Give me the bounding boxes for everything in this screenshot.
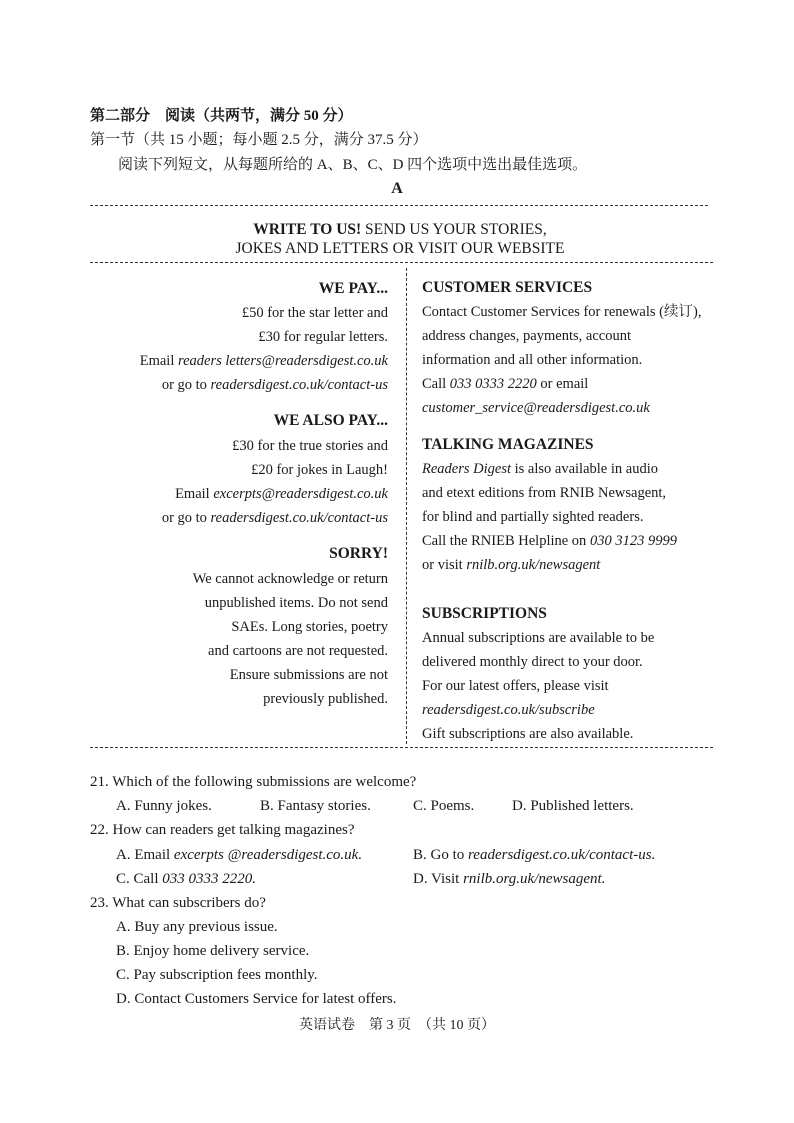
q22-option-b[interactable] bbox=[413, 845, 655, 865]
also-pay-line-1: £30 for the true stories and bbox=[232, 438, 388, 454]
q22-d-label: D. Visit bbox=[413, 871, 464, 887]
q22-a-label: A. Email bbox=[116, 847, 174, 863]
banner-bottom-rule bbox=[90, 262, 713, 263]
q22-b-value: readersdigest.co.uk/contact-us. bbox=[468, 847, 656, 863]
sub-line-1: Annual subscriptions are available to be bbox=[422, 630, 655, 646]
customer-services-heading: CUSTOMER SERVICES bbox=[422, 279, 593, 296]
q21-stem: 21. Which of the following submissions are welcome? bbox=[90, 774, 417, 790]
readers-digest-name: Readers Digest bbox=[422, 461, 511, 477]
sorry-line-5: Ensure submissions are not bbox=[229, 667, 388, 683]
email-label: Email bbox=[175, 486, 214, 502]
q23-option-c[interactable]: C. Pay subscription fees monthly. bbox=[116, 967, 318, 983]
page-footer: 英语试卷 第 3 页 （共 10 页） bbox=[299, 1018, 495, 1033]
banner-top-rule bbox=[90, 205, 708, 206]
column-divider bbox=[406, 268, 407, 744]
cs-line-1: Contact Customer Services for renewals (续订), bbox=[422, 304, 702, 320]
passage-bottom-rule bbox=[90, 747, 713, 748]
tm-visit-line bbox=[422, 555, 600, 575]
subscribe-link[interactable]: readersdigest.co.uk/subscribe bbox=[422, 702, 595, 718]
tm-helpline-line bbox=[422, 531, 677, 551]
q22-option-a[interactable] bbox=[116, 845, 362, 865]
sub-line-4: Gift subscriptions are also available. bbox=[422, 726, 634, 742]
sorry-line-6: previously published. bbox=[263, 691, 388, 707]
q21-option-c[interactable]: C. Poems. bbox=[413, 798, 475, 814]
q21-option-b[interactable]: B. Fantasy stories. bbox=[260, 798, 371, 814]
we-pay-url-line bbox=[162, 375, 388, 395]
banner-send-stories: SEND US YOUR STORIES, bbox=[361, 221, 547, 238]
q22-a-value: excerpts @readersdigest.co.uk. bbox=[173, 847, 363, 863]
q22-option-c[interactable] bbox=[116, 869, 256, 889]
banner-line-2: JOKES AND LETTERS OR VISIT OUR WEBSITE bbox=[235, 240, 565, 257]
instructions: 阅读下列短文，从每题所给的 A、B、C、D 四个选项中选出最佳选项。 bbox=[118, 157, 588, 173]
passage-letter: A bbox=[391, 180, 403, 197]
excerpts-email-link[interactable]: excerpts@readersdigest.co.uk bbox=[213, 486, 388, 502]
we-pay-line-1: £50 for the star letter and bbox=[241, 305, 388, 321]
q22-b-label: B. Go to bbox=[413, 847, 469, 863]
sub-line-3: For our latest offers, please visit bbox=[422, 678, 609, 694]
call-label: Call bbox=[422, 376, 450, 392]
q23-option-a[interactable]: A. Buy any previous issue. bbox=[116, 919, 278, 935]
letters-email-link[interactable]: readers letters@readersdigest.co.uk bbox=[178, 353, 388, 369]
q23-option-d[interactable]: D. Contact Customers Service for latest offers. bbox=[116, 991, 397, 1007]
tm-line-1-rest: is also available in audio bbox=[511, 461, 658, 477]
also-pay-line-2: £20 for jokes in Laugh! bbox=[251, 462, 388, 478]
talking-magazines-heading: TALKING MAGAZINES bbox=[422, 436, 594, 453]
go-to-label: or go to bbox=[161, 510, 211, 526]
q22-option-d[interactable] bbox=[413, 869, 605, 889]
cs-call-line bbox=[422, 374, 588, 394]
we-pay-line-2: £30 for regular letters. bbox=[258, 329, 388, 345]
q22-c-label: C. Call bbox=[116, 871, 163, 887]
sorry-line-1: We cannot acknowledge or return bbox=[192, 571, 388, 587]
tm-line-1 bbox=[422, 459, 658, 479]
banner-line-1 bbox=[90, 220, 710, 239]
go-to-label: or go to bbox=[161, 377, 211, 393]
tm-line-3: for blind and partially sighted readers. bbox=[422, 509, 644, 525]
tm-line-2: and etext editions from RNIB Newsagent, bbox=[422, 485, 667, 501]
subscriptions-heading: SUBSCRIPTIONS bbox=[422, 605, 547, 622]
sorry-line-2: unpublished items. Do not send bbox=[204, 595, 388, 611]
rnib-newsagent-link[interactable]: rnilb.org.uk/newsagent bbox=[466, 557, 601, 573]
cs-line-3: information and all other information. bbox=[422, 352, 643, 368]
also-pay-url-line bbox=[162, 508, 388, 528]
q23-option-b[interactable]: B. Enjoy home delivery service. bbox=[116, 943, 310, 959]
q22-d-value: rnilb.org.uk/newsagent. bbox=[463, 871, 606, 887]
visit-label: or visit bbox=[422, 557, 467, 573]
q23-stem: 23. What can subscribers do? bbox=[90, 895, 266, 911]
helpline-number: 030 3123 9999 bbox=[589, 533, 677, 549]
cs-line-2: address changes, payments, account bbox=[422, 328, 631, 344]
contact-us-link[interactable]: readersdigest.co.uk/contact-us bbox=[210, 510, 388, 526]
banner-write-to-us: WRITE TO US! bbox=[253, 221, 362, 238]
also-pay-email-line bbox=[175, 484, 388, 504]
section-title: 第一节（共 15 小题；每小题 2.5 分，满分 37.5 分） bbox=[90, 132, 428, 148]
we-pay-email-line bbox=[140, 351, 388, 371]
q22-stem: 22. How can readers get talking magazines? bbox=[90, 822, 355, 838]
q21-option-a[interactable]: A. Funny jokes. bbox=[116, 798, 212, 814]
email-label: Email bbox=[139, 353, 178, 369]
cs-phone-number: 033 0333 2220 bbox=[449, 376, 537, 392]
contact-us-link[interactable]: readersdigest.co.uk/contact-us bbox=[210, 377, 388, 393]
sorry-heading: SORRY! bbox=[329, 545, 388, 562]
helpline-label: Call the RNIEB Helpline on bbox=[422, 533, 590, 549]
sub-line-2: delivered monthly direct to your door. bbox=[422, 654, 643, 670]
cs-email-link[interactable]: customer_service@readersdigest.co.uk bbox=[422, 400, 650, 416]
q22-c-value: 033 0333 2220. bbox=[162, 871, 257, 887]
we-pay-heading: WE PAY... bbox=[318, 280, 388, 297]
part-title: 第二部分 阅读（共两节，满分 50 分） bbox=[90, 108, 353, 124]
q21-option-d[interactable]: D. Published letters. bbox=[512, 798, 634, 814]
we-also-pay-heading: WE ALSO PAY... bbox=[273, 412, 388, 429]
sorry-line-3: SAEs. Long stories, poetry bbox=[231, 619, 388, 635]
or-email-label: or email bbox=[536, 376, 589, 392]
sorry-line-4: and cartoons are not requested. bbox=[208, 643, 388, 659]
